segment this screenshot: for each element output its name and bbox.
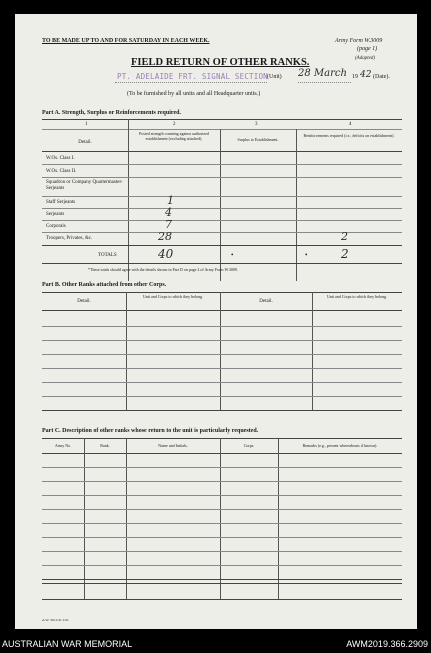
part-c-heading: Part C. Description of other ranks whose return to the unit is particularly requested. [42,428,259,434]
row-rule [42,164,402,165]
totals-reinforcements: 2 [341,247,349,261]
part-c-row-rule [42,495,402,496]
part-b-row-rule [42,354,402,355]
part-c-row-rule [42,467,402,468]
part-c-row-rule [42,523,402,524]
row-value-troopers: 28 [158,230,172,243]
part-b-vline-1 [126,292,127,411]
form-id: Army Form W.3009 [335,38,383,44]
archive-footer [0,637,431,653]
col-number-1: 1 [85,122,88,127]
part-b-col-unit-2: Unit and Corps to which they belong. [326,294,388,299]
row-rule [42,220,402,221]
form-title: FIELD RETURN OF OTHER RANKS. [131,57,310,68]
part-c-col-remarks: Remarks (e.g., present whereabouts if known). [302,443,378,448]
form-page-number: (page 1) [357,46,378,52]
part-b-col-unit-1: Unit and Corps to which they belong. [142,294,204,299]
part-b-col-detail-1: Detail. [77,299,91,304]
part-c-bottom-rule [42,599,402,600]
row-label-corporals: Corporals [46,224,66,229]
part-c-vline-4 [278,438,279,600]
totals-bottom-rule [42,263,402,264]
part-a-top-rule [42,119,402,120]
row-value-corporals: 7 [165,218,172,231]
part-b-row-rule [42,368,402,369]
part-b-col-detail-2: Detail. [259,299,273,304]
row-label-troopers: Troopers, Privates, &c. [46,236,93,241]
part-a-vline-1 [128,119,129,281]
part-a-heading: Part A. Strength, Surplus or Reinforcements required. [42,110,181,116]
totals-surplus-mark: • [231,251,234,259]
unit-line [115,82,267,83]
row-label-serjeants: Serjeants [46,212,65,217]
part-c-row-rule [42,537,402,538]
row-value-staff-serjeants: 1 [167,194,174,207]
part-a-vline-2 [220,129,221,281]
col-header-reinforcements: Reinforcements required (i.e., deficits on establishment). [303,133,395,138]
row-label-cqms: Squadron or Company Quartermaster-Serjeants [46,180,123,191]
part-a-footnote: *These totals should agree with the details shown in Part D on page 2 of Army Form W.3009. [88,267,238,272]
row-value-troopers-reinforcements: 2 [341,230,348,243]
part-b-heading: Part B. Other Ranks attached from other Corps. [42,282,167,288]
part-c-row-rule [42,509,402,510]
col-header-surplus: Surplus to Establishment. [237,137,279,142]
totals-top-rule [42,245,402,246]
part-c-col-name: Name and Initials. [158,443,188,448]
totals-reinf-mark: • [305,251,308,259]
date-label: (Date). [373,74,390,80]
adapted-label: (Adapted) [355,56,375,61]
form-page [15,14,417,629]
part-b-vline-2 [220,292,221,411]
row-label-staff-serjeants: Staff Serjeants [46,200,76,205]
form-subtitle: (To be furnished by all units and all Headquarter units.) [127,91,261,97]
row-value-serjeants: 4 [165,206,172,219]
col-header-detail: Detail. [78,140,92,145]
part-c-header-rule [42,453,402,454]
archive-id: AWM2019.366.2909 [346,639,428,649]
col-number-3: 3 [255,122,258,127]
row-label-wo1: W.Os. Class I. [46,156,75,161]
instruction-text: TO BE MADE UP TO AND FOR SATURDAY IN EACH WEEK. [42,38,210,44]
part-b-row-rule [42,326,402,327]
totals-posted: 40 [158,247,174,261]
col-number-2: 2 [173,122,176,127]
row-rule [42,196,402,197]
part-c-col-army-no: Army No. [54,443,72,448]
part-c-vline-2 [126,438,127,600]
year-prefix: 19 [352,74,358,80]
date-line [298,82,351,83]
part-c-row-rule [42,481,402,482]
part-c-col-corps: Corps. [243,443,255,448]
part-b-row-rule [42,396,402,397]
year-suffix-handwritten: 42 [360,70,372,80]
row-label-wo2: W.Os. Class II. [46,169,77,174]
part-c-col-rank: Rank. [100,443,110,448]
col-number-rule [42,129,402,130]
part-c-vline-3 [220,438,221,600]
part-b-vline-3 [312,292,313,411]
col-header-posted: Posted strength counting against authorized establishment (excluding attached). [139,131,209,141]
part-b-row-rule [42,340,402,341]
row-rule [42,208,402,209]
part-c-row-rule [42,565,402,566]
part-b-header-rule [42,310,402,311]
part-c-row-rule [42,551,402,552]
unit-label: (Unit) [267,74,282,80]
part-c-row-rule [42,579,402,580]
part-c-double-rule [42,583,402,584]
part-b-top-rule [42,292,402,293]
print-code: A.W. 3m 5/41 2/41 [42,618,69,622]
part-a-vline-3 [296,129,297,281]
unit-stamp: PT. ADELAIDE FRT. SIGNAL SECTION [117,72,268,81]
archive-name: AUSTRALIAN WAR MEMORIAL [2,639,133,649]
part-b-row-rule [42,382,402,383]
date-day-handwritten: 28 March [298,68,347,79]
col-number-4: 4 [349,122,352,127]
row-rule [42,232,402,233]
part-c-top-rule [42,438,402,439]
totals-label: TOTALS [98,253,117,258]
part-c-vline-1 [84,438,85,600]
row-rule [42,177,402,178]
part-a-header-rule [42,151,402,152]
part-b-bottom-rule [42,410,402,411]
